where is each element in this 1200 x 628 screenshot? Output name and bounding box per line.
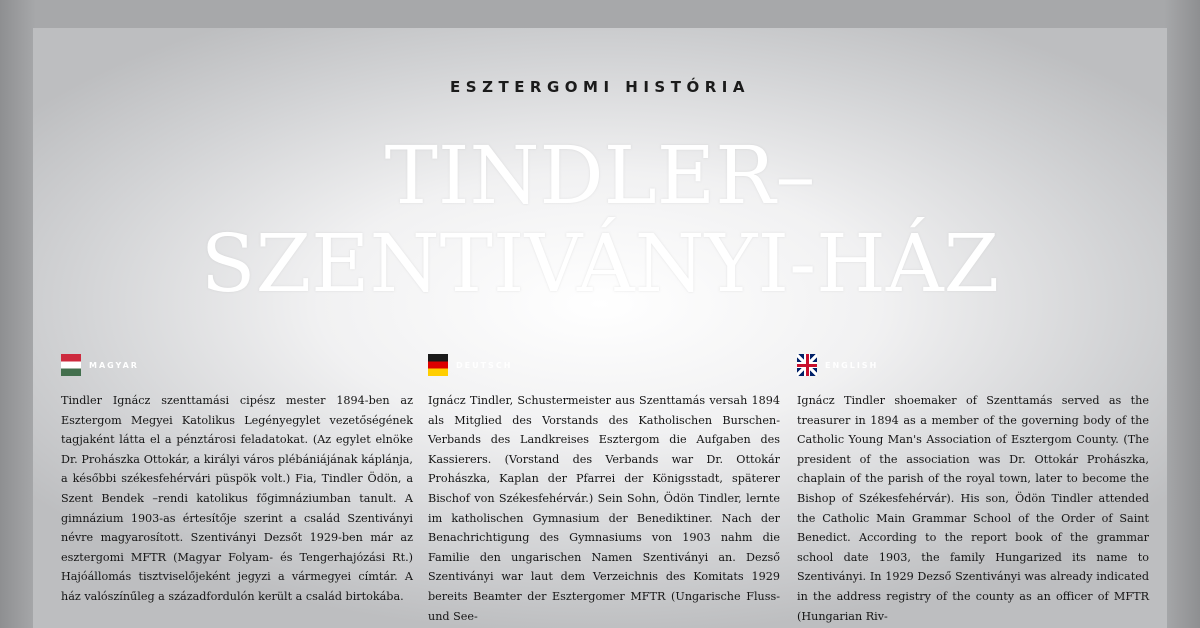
- language-label: ENGLISH: [825, 360, 879, 370]
- column-text: Ignácz Tindler shoemaker of Szenttamás served as the treasurer in 1894 as a member of the governing body of the Catholic Young Man's Association of Esztergom County. (The president of the association was Dr. Ottokár Prohászka, chaplain of the parish of the royal town, later to become the Bishop of Székesfehérvár). His son, Ödön Tindler attended the Catholic Main Grammar School of the Order of Saint Benedict. According to the report book of the grammar school date 1903, the family Hungarized its name to Szentiványi. In 1929 Dezső Szentiványi was already indicated in the address registry of the county as an officer of MFTR (Hungarian Riv-: [797, 394, 1149, 623]
- article-page: [33, 28, 1167, 628]
- language-label: MAGYAR: [89, 360, 139, 370]
- column-english: [797, 353, 1149, 626]
- language-header: [61, 353, 401, 377]
- language-header: [428, 353, 768, 377]
- column-text: Ignácz Tindler, Schustermeister aus Szenttamás versah 1894 als Mitglied des Vorstands des Katholischen Burschen-Verbands des Landkreises Esztergom die Aufgaben des Kassierers. (Vorstand des Verbands war Dr. Ottokár Prohászka, Kaplan der Pfarrei der Königsstadt, späterer Bischof von Székesfehérvár.) Sein Sohn, Ödön Tindler, lernte im katholischen Gymnasium der Benediktiner. Nach der Benachrichtigung des Gymnasiums von 1903 nahm die Familie den ungarischen Namen Szentiványi an. Dezső Szentiványi war laut dem Verzeichnis des Komitats 1929 bereits Beamter der Esztergomer MFTR (Ungarische Fluss- und See-: [428, 394, 780, 623]
- language-header: [797, 353, 1137, 377]
- article-title: [33, 129, 1167, 310]
- title-line-1: TINDLER–: [384, 129, 816, 222]
- title-line-2: SZENTIVÁNYI-HÁZ: [200, 217, 1000, 310]
- column-hungarian: [61, 353, 413, 607]
- column-german: [428, 353, 780, 626]
- column-text: Tindler Ignácz szenttamási cipész mester 1894-ben az Esztergom Megyei Katolikus Legényegylet vezetőségének tagjaként látta el a pénztárosi feladatokat. (Az egylet elnöke Dr. Prohászka Ottokár, a királyi város plébániájának káplánja, a későbbi székesfehérvári püspök volt.) Fia, Tindler Ödön, a Szent Bendek –rendi katolikus főgimnáziumban tanult. A gimnázium 1903-as értesítője szerint a család Szentiványi névre magyarosított. Szentiványi Dezsőt 1929-ben már az esztergomi MFTR (Magyar Folyam- és Tengerhajózási Rt.) Hajóállomás tisztviselőjeként jegyzi a vármegyei címtár. A ház valószínűleg a századfordulón került a család birtokába.: [61, 394, 413, 603]
- uk-flag-icon: [797, 354, 817, 376]
- language-label: DEUTSCH: [456, 360, 513, 370]
- hungary-flag-icon: [61, 354, 81, 376]
- germany-flag-icon: [428, 354, 448, 376]
- section-kicker: ESZTERGOMI HISTÓRIA: [450, 78, 750, 96]
